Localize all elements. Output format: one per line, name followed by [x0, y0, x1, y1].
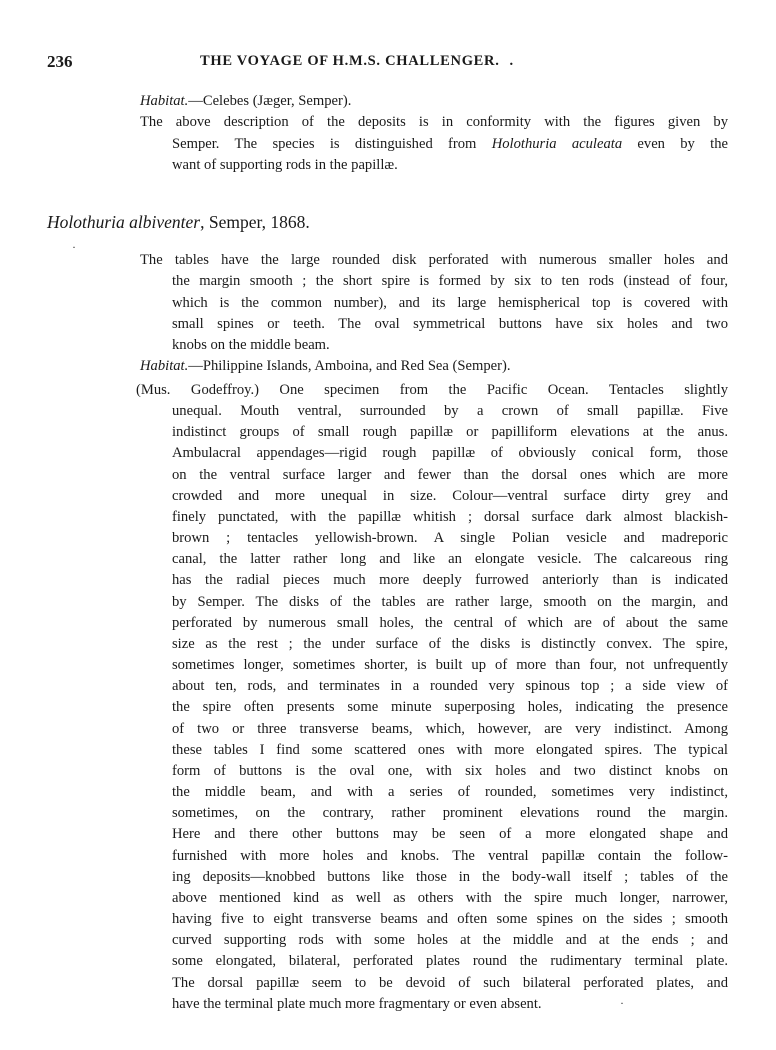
species-heading: [47, 212, 310, 233]
observation-line: brown ; tentacles yellowish-brown. A single Polian vesicle and madreporic: [172, 530, 728, 546]
observation-line: about ten, rods, and terminates in a rounded very spinous top ; a side view of: [172, 678, 728, 694]
stray-mark: ·: [72, 240, 76, 254]
habitat-text: —Celebes (Jæger, Semper).: [188, 93, 352, 109]
running-header: [0, 52, 776, 72]
observation-line: sometimes, on the contrary, rather prominent elevations round the margin.: [172, 805, 728, 821]
observation-line: these tables I find some scattered ones with more elongated spires. The typical: [172, 742, 728, 758]
observation-line: Here and there other buttons may be seen of a more elongated shape and: [172, 826, 728, 842]
observation-line: having five to eight transverse beams and often some spines on the sides ; smooth: [172, 911, 728, 927]
observation-line: furnished with more holes and knobs. The ventral papillæ contain the follow-: [172, 848, 728, 864]
observation-line: canal, the latter rather long and like an elongate vesicle. The calcareous ring: [172, 551, 728, 567]
species-habitat: [140, 356, 510, 376]
running-title: [200, 53, 514, 70]
observation-line: some elongated, bilateral, perforated plates round the rudimentary terminal plate.: [172, 953, 728, 969]
description-line: the margin smooth ; the short spire is formed by six to ten rods (instead of four,: [172, 273, 728, 289]
observation-line: indistinct groups of small rough papillæ or papilliform elevations at the anus.: [172, 424, 728, 440]
observation-line: on the ventral surface larger and fewer than the dorsal ones which are more: [172, 467, 728, 483]
previous-paragraph-line: [172, 134, 728, 154]
observation-line: unequal. Mouth ventral, surrounded by a crown of small papillæ. Five: [172, 403, 728, 419]
habitat-label: Habitat.: [140, 93, 189, 109]
observation-line: by Semper. The disks of the tables are rather large, smooth on the margin, and: [172, 594, 728, 610]
previous-habitat: [140, 91, 351, 111]
observation-line: The dorsal papillæ seem to be devoid of such bilateral perforated plates, and: [172, 975, 728, 991]
observation-line: form of buttons is the oval one, with six holes and two distinct knobs on: [172, 763, 728, 779]
description-line: The tables have the large rounded disk perforated with numerous smaller holes and: [140, 252, 728, 268]
previous-line-tail: even by the: [622, 136, 728, 152]
observation-line: finely punctated, with the papillæ whitish ; dorsal surface dark almost blackish-: [172, 509, 728, 525]
observation-line: of two or three transverse beams, which, however, are very indistinct. Among: [172, 721, 728, 737]
description-line: knobs on the middle beam.: [172, 337, 330, 353]
observation-line: (Mus. Godeffroy.) One specimen from the Pacific Ocean. Tentacles slightly: [136, 382, 728, 398]
italic-species-name: Holothuria aculeata: [491, 136, 623, 152]
habitat-label: Habitat.: [140, 358, 189, 374]
observation-line: have the terminal plate much more fragmentary or even absent.: [172, 996, 542, 1012]
observation-line: has the radial pieces much more deeply furrowed anteriorly than is indicated: [172, 572, 728, 588]
observation-line: ing deposits—knobbed buttons like those in the body-wall itself ; tables of the: [172, 869, 728, 885]
observation-line: Ambulacral appendages—rigid rough papillæ of obviously conical form, those: [172, 445, 728, 461]
previous-paragraph-line: The above description of the deposits is in conformity with the figures given by: [140, 114, 728, 130]
species-authority: , Semper, 1868.: [200, 212, 310, 232]
observation-line: above mentioned kind as well as others with the spire much longer, narrower,: [172, 890, 728, 906]
previous-paragraph-line: want of supporting rods in the papillæ.: [172, 157, 398, 173]
observation-line: size as the rest ; the under surface of the disks is distinctly convex. The spire,: [172, 636, 728, 652]
description-line: small spines or teeth. The oval symmetrical buttons have six holes and two: [172, 316, 728, 332]
observation-line: the spire often presents some minute superposing holes, indicating the presence: [172, 699, 728, 715]
description-line: which is the common number), and its large hemispherical top is covered with: [172, 295, 728, 311]
running-title-text: THE VOYAGE OF H.M.S. CHALLENGER.: [200, 53, 500, 69]
running-title-mark: .: [509, 53, 514, 69]
observation-line: curved supporting rods with some holes at the middle and at the ends ; and: [172, 932, 728, 948]
habitat-text: —Philippine Islands, Amboina, and Red Sea (Semper).: [188, 358, 511, 374]
observation-line: perforated by numerous small holes, the central of which are of about the same: [172, 615, 728, 631]
observation-line: crowded and more unequal in size. Colour—ventral surface dirty grey and: [172, 488, 728, 504]
species-name: Holothuria albiventer: [47, 212, 201, 232]
observation-line: the middle beam, and with a series of rounded, sometimes very indistinct,: [172, 784, 728, 800]
previous-line-head: Semper. The species is distinguished from: [172, 136, 492, 152]
page-number: 236: [47, 52, 73, 71]
observation-line: sometimes longer, sometimes shorter, is built up of more than four, not unfrequently: [172, 657, 728, 673]
stray-mark: ·: [620, 996, 624, 1010]
